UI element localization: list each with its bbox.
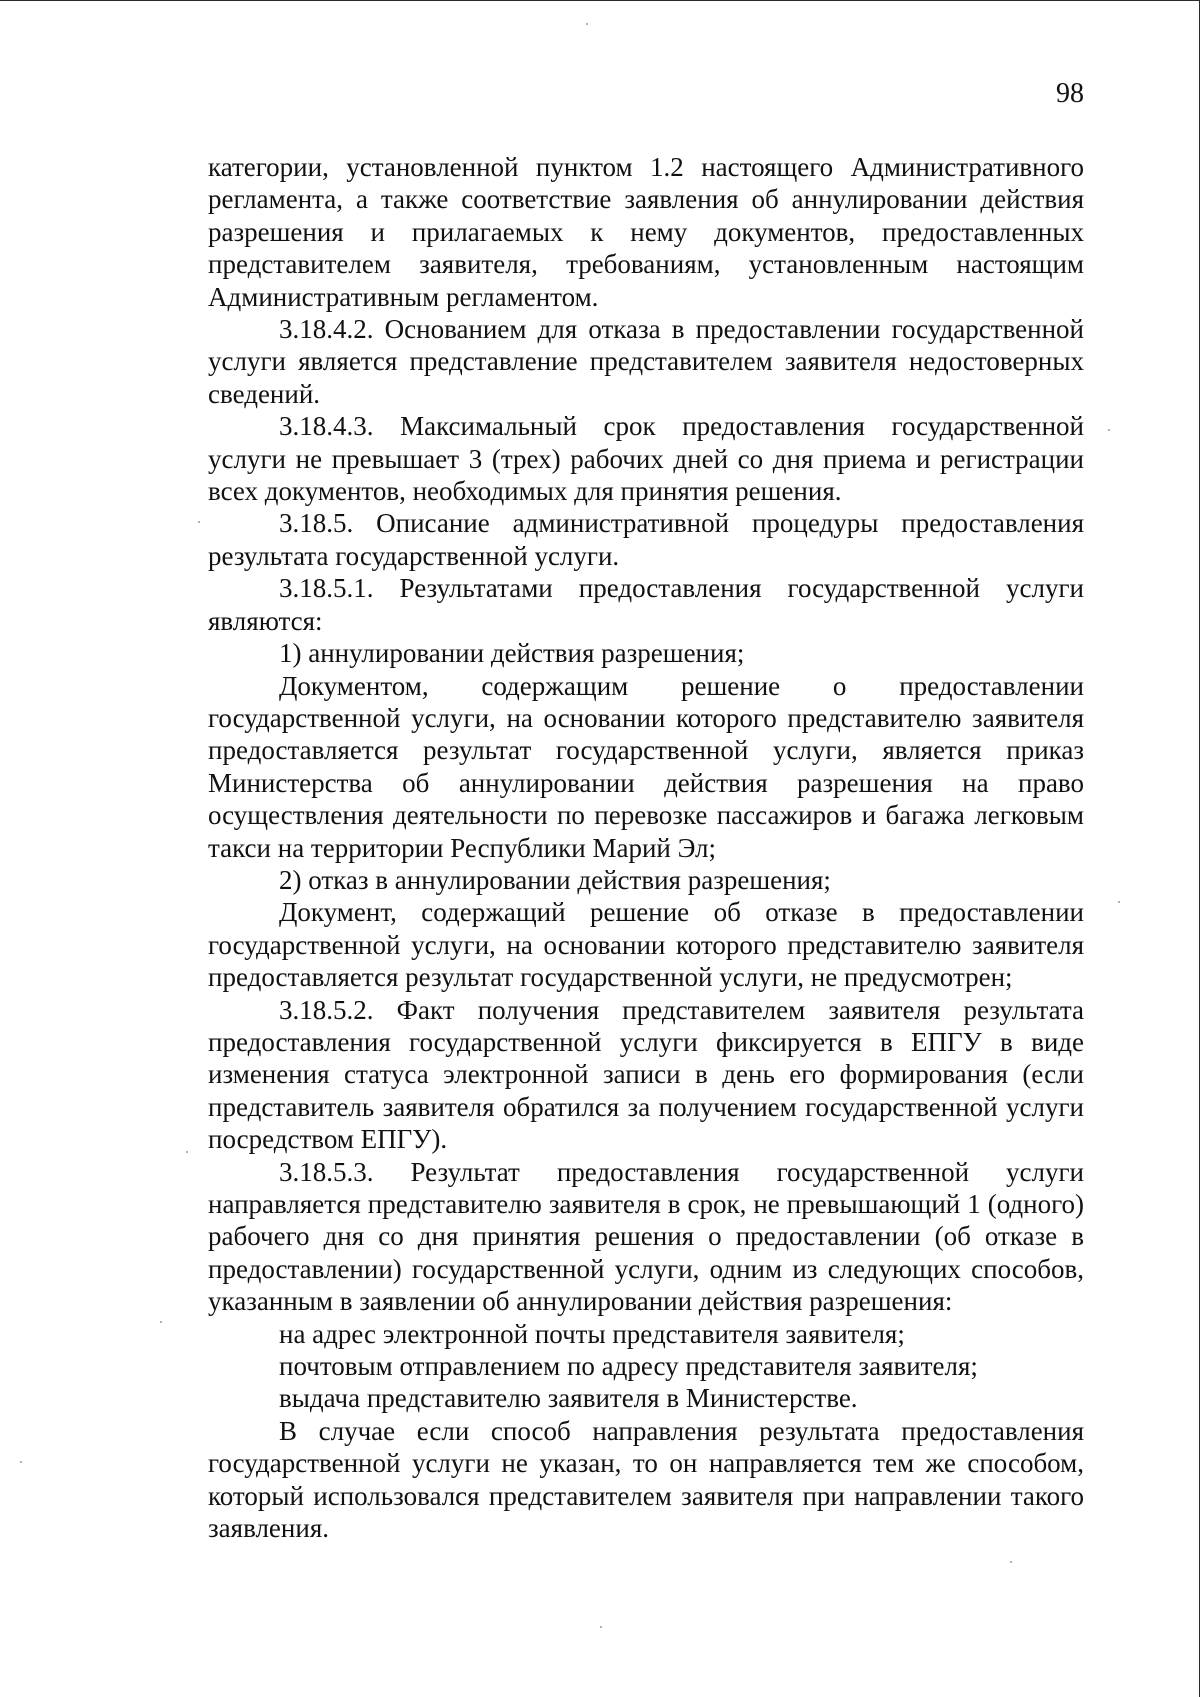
scan-speck xyxy=(1118,901,1120,903)
scan-speck xyxy=(586,23,588,25)
delivery-method-email: на адрес электронной почты представителя заявителя; xyxy=(279,1318,905,1349)
paragraph-3-18-5: 3.18.5. Описание административной процедуры предоставления результата государственной услуги. xyxy=(208,508,1084,571)
paragraph-unspecified-method: В случае если способ направления результата предоставления государственной услуги не указан, то он направляется тем же способом, который использовался представителем заявителя при направлении такого заявления. xyxy=(208,1415,1084,1544)
list-item-2: 2) отказ в аннулировании действия разрешения; xyxy=(279,864,831,895)
paragraph-3-18-4-3: 3.18.4.3. Максимальный срок предоставления государственной услуги не превышает 3 (трех) рабочих дней со дня приема и регистрации всех документов, необходимых для принятия решения. xyxy=(208,411,1084,507)
paragraph-document-2: Документ, содержащий решение об отказе в предоставлении государственной услуги, на основании которого представителю заявителя предоставляется результат государственной услуги, не предусмотрен; xyxy=(208,897,1084,993)
scan-speck xyxy=(600,1626,602,1628)
paragraph-continuation: категории, установленной пунктом 1.2 настоящего Административного регламента, а также соответствие заявления об аннулировании действия разрешения и прилагаемых к нему документов, предоставленных представителем заявителя, требованиям, установленным настоящим Административным регламентом. xyxy=(208,152,1084,312)
paragraph-3-18-4-2: 3.18.4.2. Основанием для отказа в предоставлении государственной услуги является представление представителем заявителя недостоверных сведений. xyxy=(208,314,1084,409)
scan-speck xyxy=(20,1461,22,1463)
page-number: 98 xyxy=(1056,78,1084,109)
delivery-method-post: почтовым отправлением по адресу представителя заявителя; xyxy=(279,1351,978,1382)
paragraph-3-18-5-2: 3.18.5.2. Факт получения представителем заявителя результата предоставления государственной услуги фиксируется в ЕПГУ в виде изменения статуса электронной записи в день его формирования (если представитель заявителя обратился за получением государственной услуги посредством ЕПГУ). xyxy=(208,994,1084,1155)
document-body xyxy=(208,151,1084,1544)
list-item-1: 1) аннулировании действия разрешения; xyxy=(279,638,745,669)
scan-speck xyxy=(198,521,200,523)
scan-speck xyxy=(1010,1561,1012,1563)
scan-speck xyxy=(1108,429,1110,431)
paragraph-3-18-5-3: 3.18.5.3. Результат предоставления государственной услуги направляется представителю заявителя в срок, не превышающий 1 (одного) рабочего дня со дня принятия решения о предоставлении (об отказе в предоставлении) государственной услуги, одним из следующих способов, указанным в заявлении об аннулировании действия разрешения: xyxy=(208,1156,1084,1317)
paragraph-document-1: Документом, содержащим решение о предоставлении государственной услуги, на основании которого представителю заявителя предоставляется результат государственной услуги, является приказ Министерства об аннулировании действия разрешения на право осуществления деятельности по перевозке пассажиров и багажа легковым такси на территории Республики Марий Эл; xyxy=(208,670,1084,863)
scan-speck xyxy=(186,1151,188,1153)
paragraph-3-18-5-1: 3.18.5.1. Результатами предоставления государственной услуги являются: xyxy=(208,573,1084,636)
scan-speck xyxy=(160,1321,162,1323)
delivery-method-in-person: выдача представителю заявителя в Министерстве. xyxy=(279,1383,858,1414)
